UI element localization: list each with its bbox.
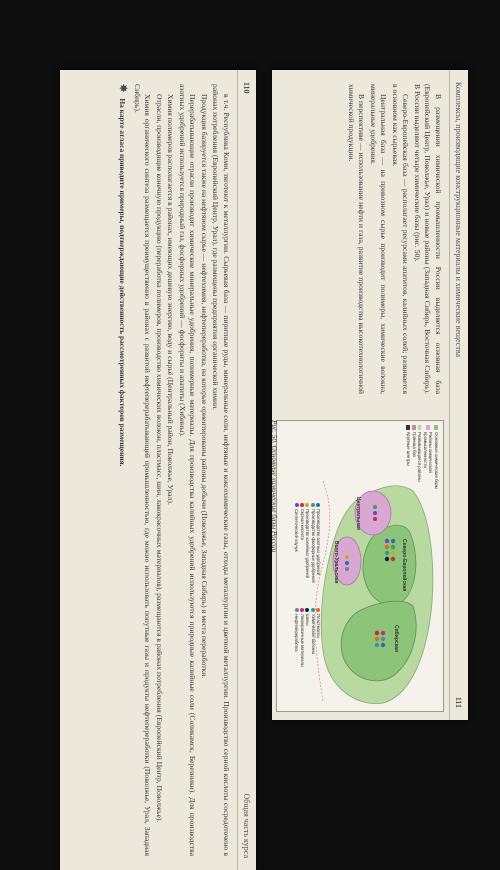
exercise-note — [118, 84, 128, 856]
legend-swatch — [418, 425, 422, 430]
paragraph: Отрасли, производящие конечную продукцию (переработка полимеров, производство химических волокон, пластмасс, шин, лакокрасочных материалов), размещаются в районах потребления (Европейский Центр, Поволжье). — [155, 94, 164, 823]
legend-item: Производство азотных удобрений — [316, 503, 321, 602]
paragraph: в т.ч. Республика Коми, тяготеют к металлургии. Сырьевая база — пиритные руды, минеральные соли, нефтяные и коксохимические газы, отходы металлургии и цветной металлургии. Производство серной кислоты сосредоточено в районах потребления (Европейский Центр, Урал), где размещены предприятия органической химии. — [211, 84, 231, 856]
paragraph: В размещении химической промышленности России выделяется основная база (Европейский Центр, Поволжье, Урал) и новые районы (Западная Сибирь, Восточная Сибирь). В России выделяют четыре химические базы (рис. 50). — [413, 84, 443, 394]
legend-item: Лакокрасочные материалы — [299, 608, 304, 707]
legend-dot — [305, 503, 309, 507]
legend-item: Пластмассы — [316, 608, 321, 707]
legend-swatch — [412, 425, 416, 430]
legend-item: Производство калийных удобрений — [305, 503, 310, 602]
legend-item: Районы химической промышленности — [422, 425, 433, 499]
legend-item: Нефтепереработка — [294, 608, 299, 707]
map-legend-areas — [405, 425, 439, 499]
legend-item: Синтетический каучук — [294, 503, 299, 602]
paragraph: В перспективе — использование нефти и газа, развитие производства высокотехнологичной химической продукции. — [347, 84, 367, 394]
figure-caption: Рис. 50. Основные химические базы России — [270, 420, 278, 553]
right-page-header — [449, 70, 468, 720]
compass-icon: ✵ — [117, 84, 129, 93]
left-page-body — [112, 70, 238, 870]
chemical-bases-map — [276, 420, 444, 712]
legend-dot — [295, 503, 299, 507]
right-page-body — [339, 70, 450, 408]
legend-dot — [295, 608, 299, 612]
legend-item: Производство фосфорных удобрений — [310, 503, 315, 602]
paragraph: Химия полимеров располагается в районах, имеющих дешевую энергию, воду и сырьё (Центральный район, Поволжье, Урал). — [166, 94, 176, 505]
legend-dot — [300, 608, 304, 612]
legend-swatch — [434, 425, 438, 430]
left-page-number: 110 — [242, 82, 252, 94]
legend-item: Крупные центры — [405, 425, 411, 499]
paragraph: Северо-Европейская база — располагает ресурсами апатитов, калийных солей; развивается в основном как сырьевая. — [391, 84, 411, 394]
legend-swatch — [426, 425, 430, 430]
region-label: Северо-Европейская — [401, 539, 407, 592]
paragraph: Продукция базируется также на нефтяном сырье — нефтехимия, нефтепереработка, на которые ориентированы районы добычи (Поволжье, Западная Сибирь) и места переработки. — [200, 94, 209, 679]
left-page — [60, 70, 256, 870]
right-page-number: 111 — [454, 696, 464, 708]
legend-item: Основные химические базы — [433, 425, 439, 499]
legend-dot — [316, 608, 320, 612]
paragraph: Центральная база — на привозном сырье производит полимеры, химические волокна, минеральные удобрения. — [369, 84, 389, 394]
region-label: Волго-Уральская — [333, 541, 339, 584]
legend-item: Химические волокна — [310, 608, 315, 707]
legend-dot — [305, 608, 309, 612]
legend-dot — [316, 503, 320, 507]
right-running-header: Комплексы, производящие конструкционные материалы и химические вещества — [454, 82, 464, 358]
legend-dot — [311, 503, 315, 507]
legend-item: Серная кислота — [299, 503, 304, 602]
legend-item: Граница баз — [411, 425, 417, 499]
map-legend-products — [294, 503, 321, 707]
paragraph: Химия органического синтеза размещается преимущественно в районах с развитой нефтеперерабатывающей промышленностью, где можно использовать попутные газы и продукты нефтепереработки (Поволжье, Урал, Западная Сибирь). — [133, 84, 153, 856]
right-page — [272, 70, 468, 720]
legend-dot — [300, 503, 304, 507]
legend-item: Шины — [305, 608, 310, 707]
paragraph: Перерабатывающие отрасли производят химические минеральные удобрения, полимерные материалы. Для производства калийных удобрений используются природные калийные соли (Соликамск, Березники). Для производства азотных удобрений используется природный газ, фосфорных удобрений — фосфориты и апатиты (Хибины). — [178, 84, 198, 856]
legend-dot — [311, 608, 315, 612]
region-label: Сибирская — [393, 625, 399, 652]
legend-swatch — [406, 425, 410, 430]
region-label: Центральная — [355, 497, 361, 530]
note-text: На карте атласа приведите примеры, подтверждающие действенность рассмотренных факторов размещения. — [118, 98, 128, 467]
left-running-header: Общая часть курса — [242, 793, 252, 858]
legend-item: Развивающиеся районы — [417, 425, 423, 499]
left-page-header — [237, 70, 256, 870]
